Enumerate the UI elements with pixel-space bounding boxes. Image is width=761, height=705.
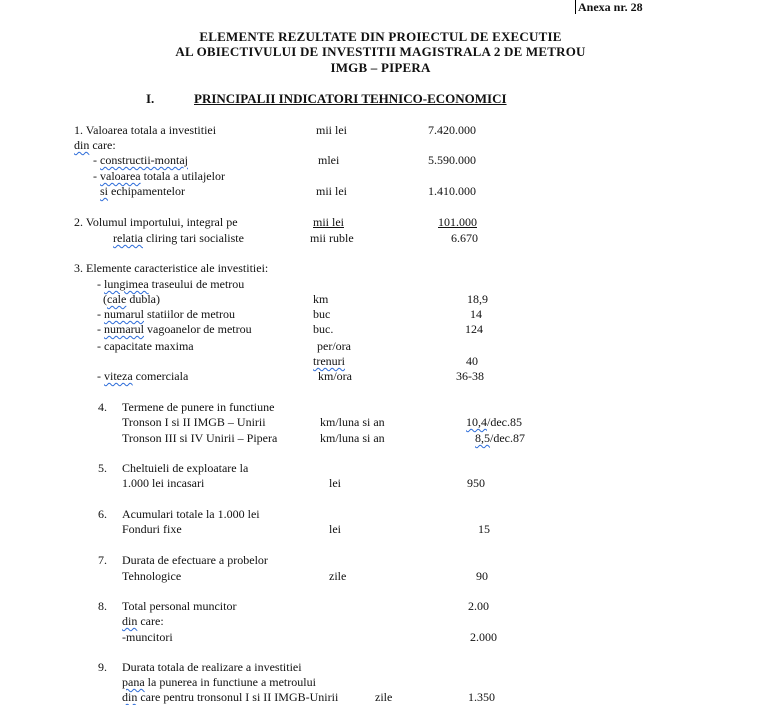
item-5-line-2: 1.000 lei incasari [122, 476, 205, 490]
item-9-value: 1.350 [468, 690, 495, 704]
title-line-2: AL OBIECTIVULUI DE INVESTITII MAGISTRALA 2 DE METROU [175, 44, 586, 59]
item-4-line-2-value: 10,4/dec.85 [466, 415, 522, 429]
s2-sub-value: 6.670 [451, 231, 478, 245]
item-5-unit: lei [329, 476, 341, 490]
item-9-line-3: din care pentru tronsonul I si II IMGB-Unirii [122, 690, 339, 704]
item-7-line-2: Tehnologice [122, 569, 182, 583]
title-line-1: ELEMENTE REZULTATE DIN PROIECTUL DE EXECUTIE [199, 29, 562, 44]
item-8-din-care: din care: [122, 614, 164, 628]
s1-row-echipamente-unit: mii lei [316, 184, 347, 198]
s2-label: 2. Volumul importului, integral pe [74, 215, 238, 229]
item-6-number: 6. [98, 507, 107, 521]
s3-row-capacitate: - capacitate maxima [97, 339, 194, 353]
s1-row-constructii-value: 5.590.000 [428, 153, 476, 167]
s1-din-care: din care: [74, 138, 116, 152]
section-heading: PRINCIPALII INDICATORI TEHNICO-ECONOMICI [194, 91, 507, 106]
s3-row-vagoane-value: 124 [465, 322, 483, 336]
item-5-line-1: Cheltuieli de exploatare la [122, 461, 249, 475]
item-4-line-2-unit: km/luna si an [320, 415, 385, 429]
item-6-value: 15 [478, 522, 490, 536]
s3-row-capacitate-unit: per/ora [317, 339, 351, 353]
item-8-number: 8. [98, 599, 107, 613]
s1-label: 1. Valoarea totala a investitiei [74, 123, 217, 137]
item-4-line-3-value: 8,5/dec.87 [475, 431, 525, 445]
s3-row-lungime: - lungimea traseului de metrou [97, 277, 245, 291]
s3-label: 3. Elemente caracteristice ale investitiei: [74, 261, 269, 275]
annex-label: Anexa nr. 28 [578, 0, 643, 14]
s2-sub-unit: mii ruble [310, 231, 354, 245]
item-4-line-3: Tronson III si IV Unirii – Pipera [122, 431, 278, 445]
item-4-line-2: Tronson I si II IMGB – Unirii [122, 415, 266, 429]
item-7-unit: zile [329, 569, 347, 583]
item-4-line-3-unit: km/luna si an [320, 431, 385, 445]
s3-row-cale-value: 18,9 [467, 292, 488, 306]
s2-unit: mii lei [313, 215, 344, 229]
item-6-unit: lei [329, 522, 341, 536]
s3-row-cale-unit: km [313, 292, 329, 306]
s1-value: 7.420.000 [428, 123, 476, 137]
item-9-number: 9. [98, 660, 107, 674]
item-7-number: 7. [98, 553, 107, 567]
s3-row-viteza: - viteza comerciala [97, 369, 189, 383]
s3-row-capacitate-value: 40 [466, 354, 478, 368]
item-4-line-1: Termene de punere in functiune [122, 400, 275, 414]
item-8-line-1: Total personal muncitor [122, 599, 237, 613]
text-cursor [575, 0, 576, 14]
s3-row-viteza-unit: km/ora [318, 369, 352, 383]
section-number: I. [146, 91, 155, 106]
s1-row-constructii: - constructii-montaj [93, 153, 188, 167]
item-5-number: 5. [98, 461, 107, 475]
title-line-3: IMGB – PIPERA [330, 60, 431, 75]
s3-row-vagoane-unit: buc. [313, 322, 334, 336]
s3-row-statii-unit: buc [313, 307, 331, 321]
s1-unit: mii lei [316, 123, 347, 137]
s1-row-echipamente: si echipamentelor [100, 184, 185, 198]
item-7-line-1: Durata de efectuare a probelor [122, 553, 268, 567]
s3-row-statii-value: 14 [470, 307, 482, 321]
s3-row-viteza-value: 36-38 [456, 369, 484, 383]
s1-row-constructii-unit: mlei [318, 153, 340, 167]
item-6-line-2: Fonduri fixe [122, 522, 182, 536]
item-9-unit: zile [375, 690, 393, 704]
s3-row-vagoane: - numarul vagoanelor de metrou [97, 322, 252, 336]
s3-row-statii: - numarul statiilor de metrou [97, 307, 235, 321]
s1-row-echipamente-value: 1.410.000 [428, 184, 476, 198]
s3-row-capacitate-unit2: trenuri [313, 354, 345, 368]
item-5-value: 950 [467, 476, 485, 490]
item-9-line-1: Durata totala de realizare a investitiei [122, 660, 302, 674]
item-8-line-3: -muncitori [122, 630, 173, 644]
s2-sub-label: relatia cliring tari socialiste [113, 231, 244, 245]
item-8-value-3: 2.000 [470, 630, 497, 644]
s1-row-utilaje: - valoarea totala a utilajelor [93, 169, 225, 183]
item-6-line-1: Acumulari totale la 1.000 lei [122, 507, 260, 521]
s2-value: 101.000 [438, 215, 477, 229]
item-7-value: 90 [476, 569, 488, 583]
item-9-line-2: pana la punerea in functiune a metroului [122, 675, 316, 689]
s3-row-cale: (cale dubla) [103, 292, 160, 306]
item-8-value: 2.00 [468, 599, 489, 613]
item-4-number: 4. [98, 400, 107, 414]
